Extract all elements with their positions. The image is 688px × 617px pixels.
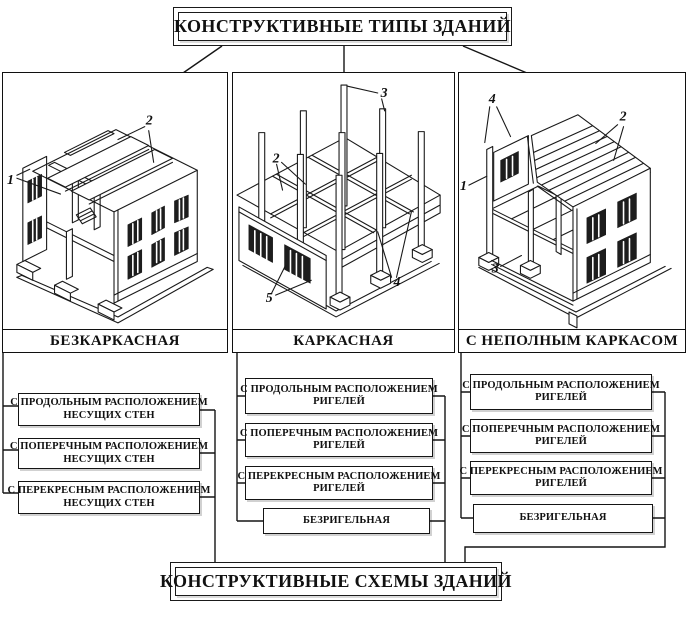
scheme-box-frameless-transverse: С ПОПЕРЕЧНЫМ РАСПОЛОЖЕНИЕМ НЕСУЩИХ СТЕН [18,438,200,469]
scheme-box-frame-beamless: БЕЗРИГЕЛЬНАЯ [263,508,430,534]
panel-label-partial-frame: С НЕПОЛНЫМ КАРКАСОМ [459,329,685,352]
partial-frame-building-illustration [459,73,685,329]
frameless-building-illustration [3,73,227,329]
bottom-title: КОНСТРУКТИВНЫЕ СХЕМЫ ЗДАНИЙ [175,567,497,596]
scheme-box-frame-cross: С ПЕРЕКРЕСНЫМ РАСПОЛОЖЕНИЕМ РИГЕЛЕЙ [245,466,433,500]
callout-2: 2 [619,109,627,125]
scheme-box-partial-transverse: С ПОПЕРЕЧНЫМ РАСПОЛОЖЕНИЕМ РИГЕЛЕЙ [470,419,652,453]
scheme-box-frame-transverse: С ПОПЕРЕЧНЫМ РАСПОЛОЖЕНИЕМ РИГЕЛЕЙ [245,423,433,457]
panel-label-frame: КАРКАСНАЯ [233,329,454,352]
panel-frame [232,72,455,353]
panel-label-frameless: БЕЗКАРКАСНАЯ [3,329,227,352]
panel-frameless [2,72,228,353]
scheme-box-frameless-longitudinal: С ПРОДОЛЬНЫМ РАСПОЛОЖЕНИЕМ НЕСУЩИХ СТЕН [18,393,200,426]
callout-3: 3 [491,261,499,277]
scheme-box-partial-cross: С ПЕРЕКРЕСНЫМ РАСПОЛОЖЕНИЕМ РИГЕЛЕЙ [470,461,652,495]
upper-left-wall [494,136,529,201]
callout-2: 2 [272,151,280,167]
scheme-box-frameless-cross: С ПЕРЕКРЕСНЫМ РАСПОЛОЖЕНИЕМ НЕСУЩИХ СТЕН [18,481,200,514]
front-facade [114,170,197,303]
frame-building-illustration [233,73,454,329]
scheme-box-partial-longitudinal: С ПРОДОЛЬНЫМ РАСПОЛОЖЕНИЕМ РИГЕЛЕЙ [470,374,652,410]
scheme-box-frame-longitudinal: С ПРОДОЛЬНЫМ РАСПОЛОЖЕНИЕМ РИГЕЛЕЙ [245,378,433,414]
callout-3: 3 [380,85,388,101]
scheme-box-partial-beamless: БЕЗРИГЕЛЬНАЯ [473,504,653,533]
top-title-box [173,7,512,46]
callout-2: 2 [145,113,153,129]
callout-4: 4 [393,275,401,291]
top-title: КОНСТРУКТИВНЫЕ ТИПЫ ЗДАНИЙ [178,12,507,41]
callout-4: 4 [488,91,496,107]
callout-1: 1 [6,173,14,189]
callout-5: 5 [265,291,273,307]
bottom-title-box [160,562,512,601]
panel-partial-frame [458,72,686,353]
callout-1: 1 [459,179,467,195]
